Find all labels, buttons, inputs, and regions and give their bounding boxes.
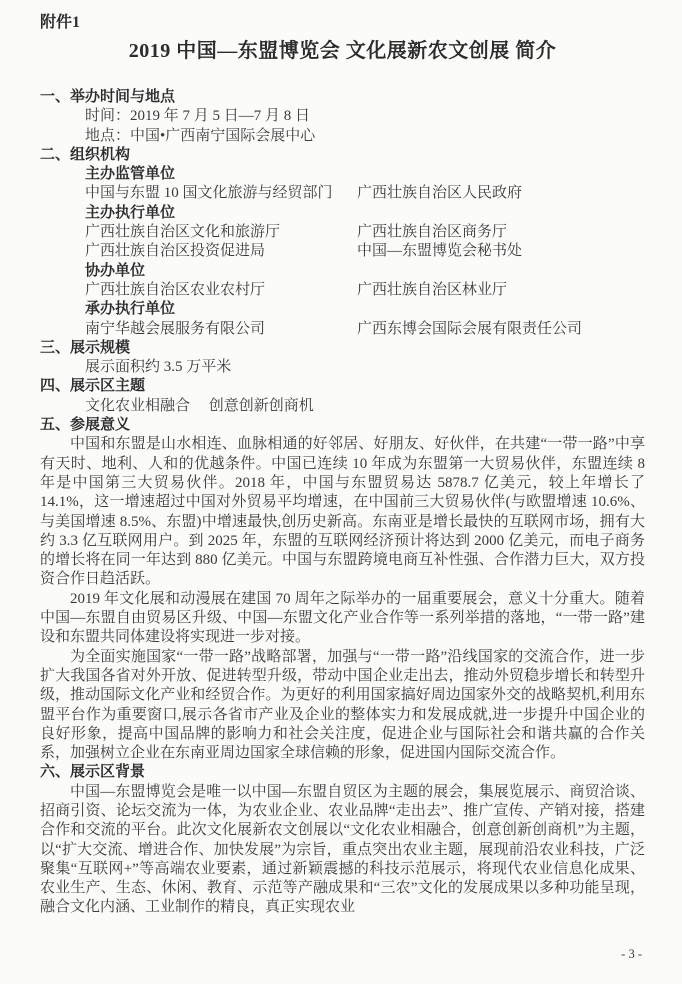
- section-heading-scale: 三、展示规模: [40, 339, 131, 356]
- section-heading-organizers: 二、组织机构: [40, 146, 131, 163]
- significance-paragraph: 为全面实施国家“一带一路”战略部署，加强与“一带一路”沿线国家的交流合作，进一步扩大我国各省对外开放、促进转型升级，带动中国企业走出去，推动外贸稳步增长和转型升级，推动国际文化产业和经贸合作。为更好的利用国家搞好周边国家外交的战略契机,利用东盟平台作为重要窗口,展示各省市产业及企业的整体实力和发展成就,进一步提升中国企业的良好形象，提高中国品牌的影响力和社会关注度，促进企业与国际社会和谐共赢的合作关系，加强树立企业在东南亚周边国家全球信赖的形象，促进国内国际交流合作。: [40, 648, 645, 762]
- org-name: 中国—东盟博览会秘书处: [357, 243, 523, 260]
- section-heading-venue: 一、举办时间与地点: [40, 89, 176, 105]
- exhibition-theme-line: 文化农业相融合 创意创新创商机: [85, 397, 314, 414]
- event-location-line: 地点：中国•广西南宁国际会展中心: [85, 127, 316, 144]
- org-name: 广西壮族自治区商务厅: [357, 224, 508, 241]
- exhibition-area-line: 展示面积约 3.5 万平米: [85, 359, 232, 376]
- page-number: - 3 -: [621, 947, 642, 961]
- significance-paragraph: 中国和东盟是山水相连、血脉相通的好邻居、好朋友、好伙伴，在共建“一带一路”中享有天时、地利、人和的优越条件。中国已连续 10 年成为东盟第一大贸易伙伴，东盟连续 8 年是中国第三大贸易伙伴。2018 年，中国与东盟贸易达 5878.7 亿美元，较上年增长了 14.1%，这一增速超过中国对外贸易平均增速，在中国前三大贸易伙伴(与欧盟增速 10.6%、与美国增速 8.5%、东盟)中增速最快,创历史新高。东南亚是增长最快的互联网市场，拥有大约 3.3 亿互联网用户。到 2025 年，东盟的互联网经济预计将达到 2000 亿美元，而电子商务的增长将在同一年达到 880 亿美元。中国与东盟跨境电商互补性强、合作潜力巨大，双方投资合作日趋活跃。: [40, 436, 645, 588]
- section-heading-significance: 五、参展意义: [40, 417, 131, 434]
- event-time-line: 时间：2019 年 7 月 5 日—7 月 8 日: [85, 108, 311, 125]
- section-heading-background: 六、展示区背景: [40, 764, 146, 781]
- org-name: 中国与东盟 10 国文化旅游与经贸部门: [85, 185, 333, 202]
- org-name: 广西壮族自治区投资促进局: [85, 243, 266, 260]
- document-body: [40, 88, 645, 918]
- org-row: [40, 281, 645, 300]
- org-role-supervising: 主办监管单位: [85, 166, 176, 183]
- section-heading-theme: 四、展示区主题: [40, 378, 146, 395]
- org-name: 广西东博会国际会展有限责任公司: [357, 320, 583, 337]
- significance-paragraph: 2019 年文化展和动漫展在建国 70 周年之际举办的一届重要展会，意义十分重大。随着中国—东盟自由贸易区升级、中国—东盟文化产业合作等一系列举措的落地，“一带一路”建设和东盟共同体建设将实现进一步对接。: [40, 590, 645, 646]
- org-row: [40, 242, 645, 261]
- org-role-undertaking: 承办执行单位: [85, 301, 176, 318]
- org-role-executing: 主办执行单位: [85, 204, 176, 221]
- org-name: 广西壮族自治区人民政府: [357, 185, 523, 202]
- org-name: 广西壮族自治区农业农村厅: [85, 281, 266, 298]
- org-row: [40, 184, 645, 203]
- background-paragraph: 中国—东盟博览会是唯一以中国—东盟自贸区为主题的展会，集展览展示、商贸洽谈、招商引资、论坛交流为一体，为农业企业、农业品牌“走出去”、推广宣传、产销对接，搭建合作和交流的平台。此次文化展新农文创展以“文化农业相融合，创意创新创商机”为主题，以“扩大交流、增进合作、加快发展”为宗旨，重点突出农业主题，展现前沿农业科技，广泛聚集“互联网+”等高端农业要素，通过新颖震撼的科技示范展示，将现代农业信息化成果、农业生产、生态、休闲、教育、示范等产融成果和“三农”文化的发展成果以多种功能呈现，融合文化内涵、工业制作的精良，真正实现农业: [40, 783, 645, 916]
- org-role-coorganizer: 协办单位: [85, 262, 146, 279]
- org-name: 广西壮族自治区文化和旅游厅: [85, 224, 281, 241]
- org-row: [40, 223, 645, 242]
- org-name: 广西壮族自治区林业厅: [357, 281, 508, 298]
- org-row: [40, 320, 645, 339]
- document-title: 2019 中国—东盟博览会 文化展新农文创展 简介: [128, 40, 557, 62]
- attachment-label: 附件1: [40, 14, 81, 31]
- org-name: 南宁华越会展服务有限公司: [85, 320, 266, 337]
